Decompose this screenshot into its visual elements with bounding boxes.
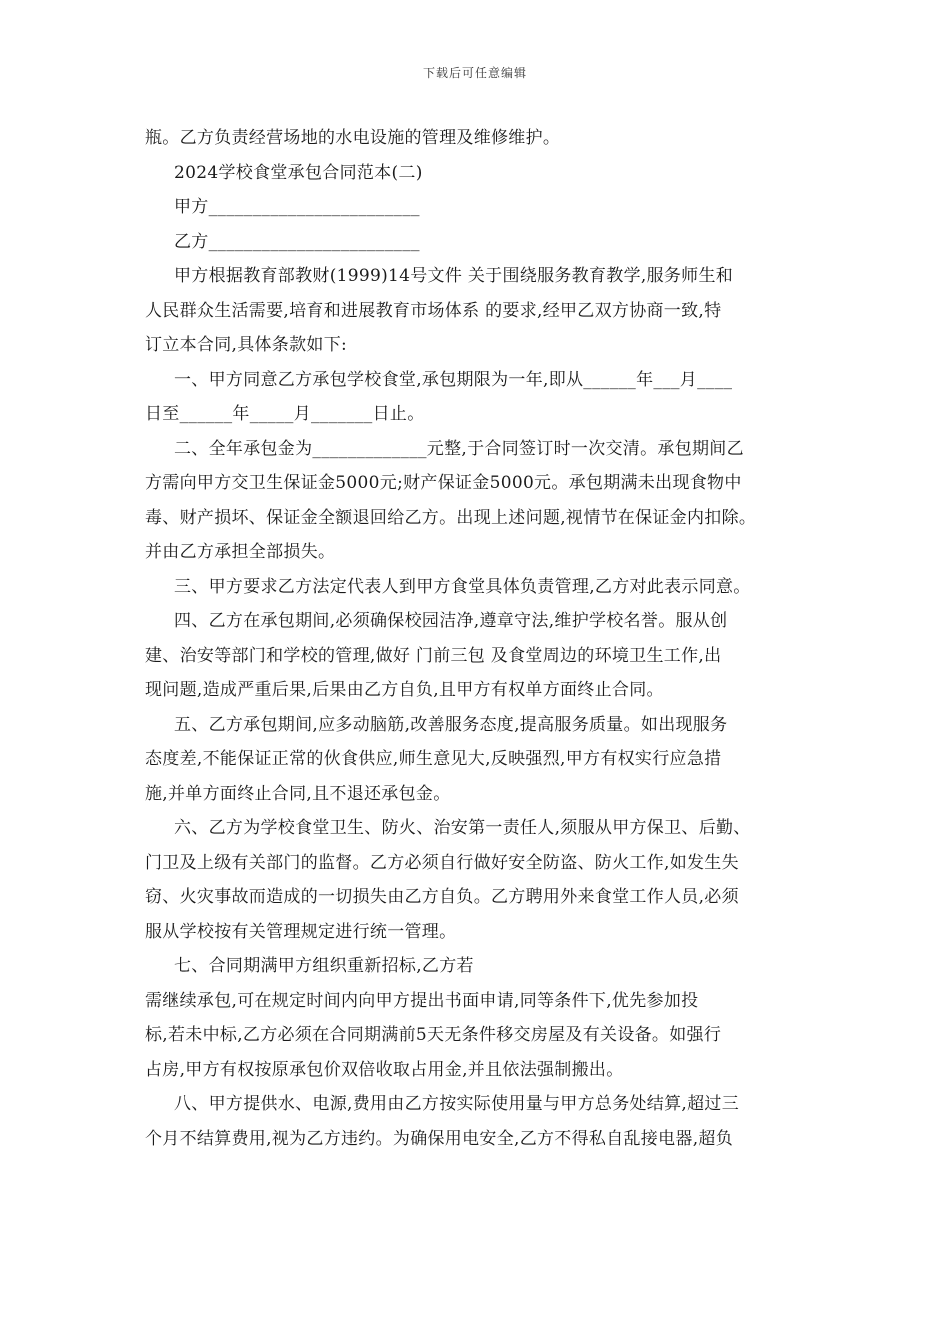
text-line: 五、乙方承包期间,应多动脑筋,改善服务态度,提高服务质量。如出现服务: [174, 714, 728, 735]
text-line: 窃、火灾事故而造成的一切损失由乙方自负。乙方聘用外来食堂工作人员,必须: [145, 887, 739, 907]
page-header: 下载后可任意编辑: [422, 66, 527, 80]
text-line: 人民群众生活需要,培育和进展教育市场体系 的要求,经甲乙双方协商一致,特: [145, 300, 722, 321]
text-line: 毒、财产损坏、保证金全额退回给乙方。出现上述问题,视情节在保证金内扣除。: [145, 507, 757, 528]
text-line: 需继续承包,可在规定时间内向甲方提出书面申请,同等条件下,优先参加投: [145, 990, 699, 1011]
text-line: 七、合同期满甲方组织重新招标,乙方若: [174, 956, 474, 976]
text-line: 门卫及上级有关部门的监督。乙方必须自行做好安全防盗、防火工作,如发生失: [145, 852, 739, 873]
text-line: 四、乙方在承包期间,必须确保校园洁净,遵章守法,维护学校名誉。服从创: [174, 611, 728, 631]
text-line: 个月不结算费用,视为乙方违约。为确保用电安全,乙方不得私自乱接电器,超负: [145, 1128, 734, 1149]
text-line: 占房,甲方有权按原承包价双倍收取占用金,并且依法强制搬出。: [145, 1059, 624, 1080]
text-line: 建、治安等部门和学校的管理,做好 门前三包 及食堂周边的环境卫生工作,出: [145, 645, 722, 666]
text-line: 现问题,造成严重后果,后果由乙方自负,且甲方有权单方面终止合同。: [145, 680, 664, 700]
text-line: 方需向甲方交卫生保证金5000元;财产保证金5000元。承包期满未出现食物中: [145, 473, 742, 493]
text-line: 六、乙方为学校食堂卫生、防火、治安第一责任人,须服从甲方保卫、后勤、: [174, 818, 751, 838]
text-line: 乙方________________________: [174, 231, 420, 252]
text-line: 三、甲方要求乙方法定代表人到甲方食堂具体负责管理,乙方对此表示同意。: [174, 576, 751, 597]
text-line: 日至______年_____月_______日止。: [145, 404, 425, 424]
text-line: 八、甲方提供水、电源,费用由乙方按实际使用量与甲方总务处结算,超过三: [174, 1094, 740, 1114]
text-line: 二、全年承包金为_____________元整,于合同签订时一次交清。承包期间乙: [174, 438, 744, 459]
text-line: 态度差,不能保证正常的伙食供应,师生意见大,反映强烈,甲方有权实行应急措: [145, 749, 722, 769]
text-line: 2024学校食堂承包合同范本(二): [174, 162, 423, 183]
text-line: 并由乙方承担全部损失。: [145, 542, 336, 562]
document-body: [145, 121, 805, 1156]
text-line: 一、甲方同意乙方承包学校食堂,承包期限为一年,即从______年___月____: [174, 369, 733, 390]
text-line: 标,若未中标,乙方必须在合同期满前5天无条件移交房屋及有关设备。如强行: [145, 1025, 722, 1045]
text-line: 甲方________________________: [174, 197, 420, 217]
text-line: 施,并单方面终止合同,且不退还承包金。: [145, 783, 451, 804]
text-line: 订立本合同,具体条款如下:: [145, 335, 348, 355]
text-line: 瓶。乙方负责经营场地的水电设施的管理及维修维护。: [145, 128, 561, 148]
text-line: 服从学校按有关管理规定进行统一管理。: [145, 921, 457, 942]
text-line: 甲方根据教育部教财(1999)14号文件 关于围绕服务教育教学,服务师生和: [174, 266, 734, 286]
